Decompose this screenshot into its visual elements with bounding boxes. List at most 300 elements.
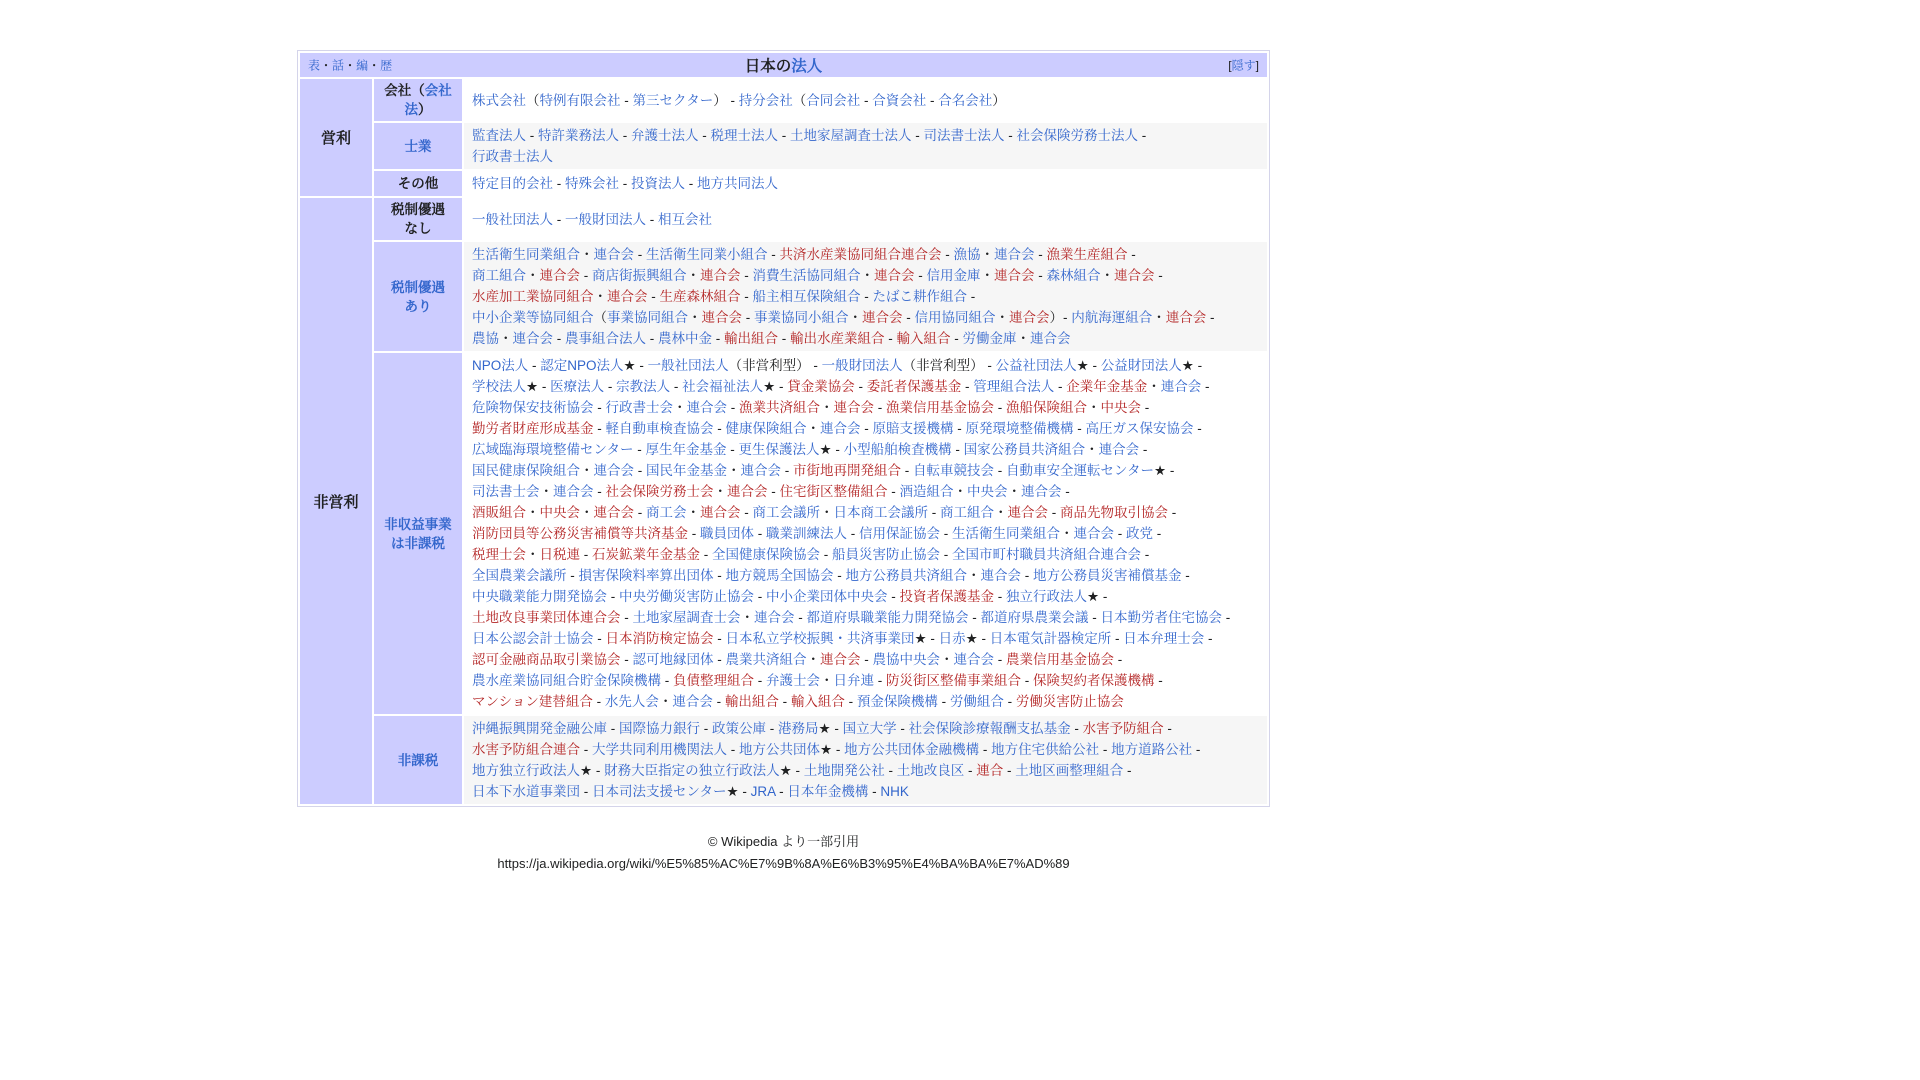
- wiki-link[interactable]: 一般社団法人: [647, 358, 729, 373]
- wiki-link[interactable]: 特例有限会社: [539, 92, 621, 108]
- hide-toggle[interactable]: [1228, 57, 1259, 74]
- wiki-link[interactable]: 広域臨海環境整備センター: [472, 442, 634, 457]
- plain-text: -: [1204, 631, 1213, 646]
- wiki-link[interactable]: 土地家屋調査士法人: [790, 128, 912, 143]
- row-content-cell: [464, 171, 1267, 196]
- plain-text: -: [713, 421, 726, 436]
- plain-text: -: [887, 484, 900, 499]
- wiki-link[interactable]: 独立行政法人: [1006, 589, 1087, 604]
- wiki-link[interactable]: 投資法人: [631, 176, 685, 191]
- wiki-link[interactable]: 健康保険組合: [725, 421, 807, 436]
- wiki-link[interactable]: 連合会: [593, 463, 634, 478]
- wiki-link[interactable]: 日本勤労者住宅協会: [1100, 610, 1222, 625]
- wiki-link[interactable]: 水先人会: [604, 694, 659, 709]
- wiki-link[interactable]: 国家公務員共済組合: [963, 442, 1086, 457]
- red-link[interactable]: 社会保険労務士会: [605, 484, 714, 499]
- wiki-link[interactable]: 日本年金機構: [787, 784, 869, 799]
- wiki-link[interactable]: 税理士法人: [710, 128, 778, 143]
- wiki-link[interactable]: 自転車競技会: [913, 463, 994, 478]
- wiki-link[interactable]: 生活衛生同業小組合: [646, 247, 768, 262]
- wiki-link[interactable]: 公益財団法人: [1100, 358, 1182, 373]
- wiki-link[interactable]: 土地家屋調査士会: [632, 610, 741, 625]
- wiki-link[interactable]: 都道府県職業能力開発協会: [806, 610, 969, 625]
- wiki-link[interactable]: 合名会社: [938, 92, 993, 108]
- red-link[interactable]: マンション建替組合: [472, 694, 593, 709]
- red-link[interactable]: 水害予防組合: [1082, 721, 1164, 736]
- plain-text: -: [713, 631, 726, 646]
- plain-text: -: [646, 211, 658, 227]
- plain-text: -: [647, 289, 660, 304]
- red-link[interactable]: 水害予防組合連合: [472, 742, 580, 757]
- wiki-link[interactable]: 軽自動車検査協会: [605, 421, 714, 436]
- red-link[interactable]: 貸金業協会: [787, 379, 855, 394]
- wiki-link[interactable]: 一般社団法人: [472, 211, 553, 227]
- red-link[interactable]: 連合会: [727, 484, 768, 499]
- wiki-link[interactable]: 国際協力銀行: [619, 721, 700, 736]
- red-link[interactable]: 委託者保護基金: [866, 379, 962, 394]
- wiki-link[interactable]: 合同会社: [806, 92, 861, 108]
- plain-text: -: [754, 526, 766, 541]
- plain-text: -: [979, 742, 992, 757]
- plain-text: -: [967, 289, 976, 304]
- wiki-link[interactable]: 社会保険労務士法人: [1016, 128, 1138, 143]
- wiki-link[interactable]: 船主相互保険組合: [752, 289, 861, 304]
- wiki-link[interactable]: 公益社団法人: [995, 358, 1077, 373]
- red-link[interactable]: 市街地再開発組合: [793, 463, 901, 478]
- wiki-link[interactable]: 土地区画整理組合: [1015, 763, 1124, 778]
- wiki-link[interactable]: 連合会: [1021, 484, 1062, 499]
- red-link[interactable]: 漁業共済組合: [739, 400, 820, 415]
- wiki-link[interactable]: 漁協: [953, 247, 981, 262]
- plain-text: -: [580, 784, 592, 799]
- plain-text: -: [593, 631, 606, 646]
- red-link[interactable]: 認可金融商品取引業協会: [472, 652, 621, 667]
- row-content-cell: [464, 123, 1267, 169]
- wiki-link[interactable]: 森林組合: [1046, 268, 1101, 283]
- plain-text: （: [526, 92, 540, 108]
- wiki-link[interactable]: 連合会: [672, 694, 713, 709]
- wiki-link[interactable]: 損害保険料率算出団体: [578, 568, 714, 583]
- red-link[interactable]: 住宅街区整備組合: [779, 484, 888, 499]
- wiki-link[interactable]: 特定目的会社: [472, 176, 553, 191]
- plain-text: ★ -: [965, 631, 990, 646]
- wiki-link[interactable]: 更生保護法人: [738, 442, 820, 457]
- red-link[interactable]: 輸出水産業組合: [790, 331, 885, 346]
- plain-text: ・: [580, 247, 594, 262]
- wiki-link[interactable]: 商店街振興組合: [592, 268, 687, 283]
- plain-text: -: [593, 421, 606, 436]
- red-link[interactable]: 土地改良事業団体連合会: [472, 610, 621, 625]
- wiki-link[interactable]: 連合会: [553, 484, 594, 499]
- navbox: [297, 50, 1270, 873]
- red-link[interactable]: 連合会: [874, 268, 915, 283]
- red-link[interactable]: 防災街区整備事業組合: [886, 673, 1021, 688]
- red-link[interactable]: 中央会: [1100, 400, 1141, 415]
- plain-text: -: [868, 784, 881, 799]
- wiki-link[interactable]: 全国健康保険協会: [712, 547, 820, 562]
- wiki-link[interactable]: NHK: [880, 784, 909, 799]
- wiki-link[interactable]: 労働金庫: [962, 331, 1017, 346]
- wiki-link[interactable]: 地方共同法人: [697, 176, 778, 191]
- wiki-link[interactable]: 一般財団法人: [821, 358, 903, 373]
- plain-text: ・: [686, 268, 700, 283]
- wiki-link[interactable]: 事業協同組合: [607, 310, 688, 325]
- navbox-table: [297, 50, 1270, 807]
- plain-text: -: [1034, 247, 1047, 262]
- wiki-link[interactable]: 中央労働災害防止協会: [619, 589, 754, 604]
- plain-text: -: [646, 331, 658, 346]
- plain-text: ・: [1087, 400, 1101, 415]
- red-link[interactable]: 企業年金基金: [1066, 379, 1148, 394]
- red-link[interactable]: 輸出組合: [724, 331, 778, 346]
- wiki-link[interactable]: 原発環境整備機構: [965, 421, 1074, 436]
- wiki-link[interactable]: 職員団体: [700, 526, 754, 541]
- plain-text: [: [1228, 58, 1232, 73]
- plain-text: -: [619, 176, 631, 191]
- wiki-link[interactable]: 中央会: [967, 484, 1008, 499]
- plain-text: -: [553, 331, 565, 346]
- plain-text: ・: [713, 484, 727, 499]
- wiki-link[interactable]: 農協: [472, 331, 499, 346]
- plain-text: -: [593, 400, 606, 415]
- plain-text: -: [740, 289, 753, 304]
- red-link[interactable]: 連合会: [833, 400, 874, 415]
- plain-text: -: [1138, 128, 1147, 143]
- plain-text: -: [968, 610, 981, 625]
- wiki-link[interactable]: 財務大臣指定の独立行政法人: [604, 763, 780, 778]
- wiki-link[interactable]: 厚生年金基金: [645, 442, 727, 457]
- wiki-link[interactable]: 地方道路公社: [1111, 742, 1193, 757]
- wiki-link[interactable]: 全国市町村職員共済組合連合会: [952, 547, 1141, 562]
- wiki-link[interactable]: 日本私立学校振興・共済事業団: [725, 631, 915, 646]
- wiki-link[interactable]: 原賠支援機構: [872, 421, 954, 436]
- wiki-link[interactable]: 商工会議所: [752, 505, 820, 520]
- plain-text: ）: [992, 92, 1006, 108]
- wiki-link[interactable]: 行政書士会: [605, 400, 673, 415]
- plain-text: -: [1088, 610, 1101, 625]
- wiki-link[interactable]: 連合会: [980, 568, 1021, 583]
- wiki-link[interactable]: 商工会: [646, 505, 687, 520]
- wiki-link[interactable]: 司法書士会: [472, 484, 540, 499]
- wiki-link[interactable]: 非収益事業: [384, 516, 452, 532]
- wiki-link[interactable]: 国民年金基金: [646, 463, 727, 478]
- wiki-link[interactable]: 日本弁理士会: [1123, 631, 1205, 646]
- red-link[interactable]: 連合会: [820, 652, 861, 667]
- wiki-link[interactable]: 農協中央会: [872, 652, 940, 667]
- wiki-link[interactable]: 危険物保安技術協会: [472, 400, 594, 415]
- red-link[interactable]: 連合会: [862, 310, 903, 325]
- wiki-link[interactable]: 地方住宅供給公社: [991, 742, 1100, 757]
- plain-text: ・: [539, 484, 553, 499]
- plain-text: -: [620, 652, 633, 667]
- wiki-link[interactable]: 学校法人: [472, 379, 526, 394]
- red-link[interactable]: 連合会: [1114, 268, 1155, 283]
- red-link[interactable]: 中央会: [539, 505, 580, 520]
- wiki-link[interactable]: 港務局: [778, 721, 819, 736]
- red-link[interactable]: 輸入組合: [896, 331, 951, 346]
- wiki-link[interactable]: 監査法人: [472, 128, 526, 143]
- plain-text: -: [1114, 526, 1126, 541]
- red-link[interactable]: 輸入組合: [790, 694, 845, 709]
- wiki-link[interactable]: 日本商工会議所: [833, 505, 928, 520]
- red-link[interactable]: 生産森林組合: [659, 289, 741, 304]
- wiki-link[interactable]: 宗教法人: [616, 379, 671, 394]
- wiki-link[interactable]: 地方公務員災害補償基金: [1033, 568, 1182, 583]
- wiki-link[interactable]: 特殊会社: [565, 176, 619, 191]
- wiki-link[interactable]: 沖縄振興開発金融公庫: [472, 721, 607, 736]
- wiki-link[interactable]: 国立大学: [842, 721, 897, 736]
- wiki-link[interactable]: 持分会社: [738, 92, 793, 108]
- plain-text: ・: [1007, 484, 1021, 499]
- wiki-link[interactable]: 歴: [380, 58, 393, 73]
- wiki-link[interactable]: 連合会: [754, 610, 795, 625]
- plain-text: ）-: [1049, 310, 1072, 325]
- wiki-link[interactable]: 内航海運組合: [1071, 310, 1153, 325]
- wiki-link[interactable]: 地方公共団体: [739, 742, 820, 757]
- wiki-link[interactable]: 日本公認会計士協会: [472, 631, 594, 646]
- wiki-link[interactable]: 相互会社: [658, 211, 712, 227]
- red-link[interactable]: 労働災害防止協会: [1015, 694, 1124, 709]
- red-link[interactable]: 輸出組合: [724, 694, 779, 709]
- plain-text: -: [553, 211, 565, 227]
- wiki-link[interactable]: 税制優遇: [391, 279, 445, 295]
- wiki-link[interactable]: 政策公庫: [712, 721, 766, 736]
- red-link[interactable]: 酒販組合: [472, 505, 526, 520]
- wiki-link[interactable]: 社会保険診療報酬支払基金: [908, 721, 1071, 736]
- navbox-title: [745, 58, 823, 75]
- wiki-link[interactable]: 連合会: [740, 463, 781, 478]
- plain-text: ★ -: [763, 379, 788, 394]
- red-link[interactable]: 日本消防検定協会: [605, 631, 714, 646]
- red-link[interactable]: 漁業生産組合: [1046, 247, 1128, 262]
- red-link[interactable]: 連合会: [1165, 310, 1207, 325]
- plain-text: -: [754, 589, 766, 604]
- plain-text: -: [860, 289, 873, 304]
- plain-text: -: [926, 92, 939, 108]
- plain-text: ★ -: [526, 379, 551, 394]
- wiki-link[interactable]: 管理組合法人: [973, 379, 1055, 394]
- wiki-link[interactable]: 職業訓練法人: [766, 526, 847, 541]
- red-link[interactable]: 連合会: [700, 505, 741, 520]
- wiki-link[interactable]: 日本司法支援センター: [592, 784, 727, 799]
- plain-text: -: [620, 92, 633, 108]
- plain-text: -: [950, 331, 963, 346]
- wiki-link[interactable]: 政党: [1126, 526, 1153, 541]
- red-link[interactable]: 商品先物取引協会: [1060, 505, 1168, 520]
- red-link[interactable]: 連合会: [539, 268, 580, 283]
- plain-text: ・: [1060, 526, 1074, 541]
- red-link[interactable]: 投資者保護基金: [899, 589, 994, 604]
- wiki-link[interactable]: 預金保険機構: [856, 694, 938, 709]
- wiki-link[interactable]: 特許業務法人: [538, 128, 619, 143]
- red-link[interactable]: 日税連: [539, 547, 580, 562]
- wiki-link[interactable]: 船員災害防止協会: [832, 547, 940, 562]
- plain-text: -: [526, 128, 538, 143]
- wiki-link[interactable]: 酒造組合: [899, 484, 954, 499]
- plain-text: -: [726, 442, 739, 457]
- wiki-link[interactable]: 地方公務員共済組合: [845, 568, 967, 583]
- wiki-link[interactable]: 大学共同利用機関法人: [592, 742, 727, 757]
- plain-text: -: [1154, 268, 1163, 283]
- plain-text: ・: [820, 673, 834, 688]
- plain-text: -: [1201, 379, 1210, 394]
- wiki-link[interactable]: 生活衛生同業組合: [952, 526, 1060, 541]
- wiki-link[interactable]: NPO法人: [472, 358, 529, 373]
- wiki-link[interactable]: 農林中金: [658, 331, 712, 346]
- red-link[interactable]: 連合会: [1007, 505, 1048, 520]
- wiki-link[interactable]: 合資会社: [872, 92, 927, 108]
- red-link[interactable]: 連合会: [700, 268, 741, 283]
- red-link[interactable]: 農業信用基金協会: [1006, 652, 1114, 667]
- plain-text: -: [712, 331, 724, 346]
- wiki-link[interactable]: 小型船舶検査機構: [843, 442, 952, 457]
- wiki-link[interactable]: 法人: [791, 58, 823, 75]
- wiki-link[interactable]: 農事組合法人: [565, 331, 646, 346]
- wiki-link[interactable]: 連合会: [820, 421, 861, 436]
- red-link[interactable]: 連合会: [701, 310, 742, 325]
- wiki-link[interactable]: 中小企業団体中央会: [766, 589, 888, 604]
- wiki-link[interactable]: 中央職業能力開発協会: [472, 589, 607, 604]
- wiki-link[interactable]: 連合会: [994, 247, 1035, 262]
- plain-text: ・: [658, 694, 673, 709]
- plain-text: ・: [320, 58, 333, 73]
- wiki-link[interactable]: 日本電気計器検定所: [989, 631, 1112, 646]
- red-link[interactable]: 連合会: [994, 268, 1035, 283]
- wiki-link[interactable]: 連合会: [1160, 379, 1202, 394]
- wiki-link[interactable]: 行政書士法人: [472, 149, 553, 164]
- wiki-link[interactable]: 労働組合: [949, 694, 1004, 709]
- red-link[interactable]: 連合会: [593, 505, 634, 520]
- red-link[interactable]: 連合会: [607, 289, 648, 304]
- wiki-link[interactable]: 連合会: [1098, 442, 1140, 457]
- wiki-link[interactable]: 連合会: [686, 400, 727, 415]
- wiki-link[interactable]: は非課税: [391, 535, 445, 551]
- plain-text: ・: [953, 484, 967, 499]
- red-link[interactable]: 税理士会: [472, 547, 526, 562]
- wiki-link[interactable]: 商工組合: [472, 268, 526, 283]
- plain-text: -: [1193, 421, 1202, 436]
- plain-text: -: [961, 379, 974, 394]
- plain-text: -: [740, 505, 753, 520]
- wiki-link[interactable]: 農水産業協同組合貯金保険機構: [472, 673, 661, 688]
- plain-text: -: [661, 673, 673, 688]
- plain-text: -: [1054, 379, 1067, 394]
- wiki-link[interactable]: 日弁連: [833, 673, 874, 688]
- wiki-link[interactable]: 株式会社: [472, 92, 526, 108]
- red-link[interactable]: 漁船保険組合: [1006, 400, 1087, 415]
- plain-text: ・: [526, 268, 540, 283]
- wiki-link[interactable]: 生活衛生同業組合: [472, 247, 580, 262]
- plain-text: ★ -: [1076, 358, 1101, 373]
- red-link[interactable]: 保険契約者保護機構: [1033, 673, 1155, 688]
- wiki-link[interactable]: 信用金庫: [926, 268, 981, 283]
- wiki-link[interactable]: 高圧ガス保安協会: [1085, 421, 1194, 436]
- wiki-link[interactable]: 隠す: [1231, 58, 1256, 73]
- plain-text: （: [593, 310, 607, 325]
- red-link[interactable]: 連合: [976, 763, 1004, 778]
- wiki-link[interactable]: 医療法人: [550, 379, 605, 394]
- plain-text: -: [553, 176, 565, 191]
- plain-text: -: [833, 568, 846, 583]
- wiki-link[interactable]: 消費生活協同組合: [752, 268, 861, 283]
- wiki-link[interactable]: たばこ耕作組合: [872, 289, 967, 304]
- wiki-link[interactable]: 話: [332, 58, 345, 73]
- wiki-link[interactable]: 社会福祉法人: [682, 379, 764, 394]
- wiki-link[interactable]: 弁護士会: [766, 673, 820, 688]
- wiki-link[interactable]: 認可地縁団体: [632, 652, 714, 667]
- wiki-link[interactable]: 連合会: [953, 652, 994, 667]
- wiki-link[interactable]: あり: [404, 298, 432, 314]
- wiki-link[interactable]: 編: [356, 58, 369, 73]
- wiki-link[interactable]: 士業: [404, 138, 432, 154]
- red-link[interactable]: 勤労者財産形成基金: [472, 421, 594, 436]
- plain-text: -: [1127, 247, 1136, 262]
- plain-text: ・: [593, 289, 607, 304]
- wiki-link[interactable]: 認定NPO法人: [540, 358, 624, 373]
- wiki-link[interactable]: 地方公共団体金融機構: [844, 742, 980, 757]
- wiki-link[interactable]: 連合会: [512, 331, 553, 346]
- red-link[interactable]: 共済水産業協同組合連合会: [779, 247, 942, 262]
- plain-text: -: [778, 128, 790, 143]
- red-link[interactable]: 負債整理組合: [673, 673, 754, 688]
- red-link[interactable]: 消防団員等公務災害補償等共済基金: [472, 526, 688, 541]
- red-link[interactable]: 石炭鉱業年金基金: [592, 547, 700, 562]
- wiki-link[interactable]: 日赤: [938, 631, 966, 646]
- wiki-link[interactable]: 会社法: [404, 83, 452, 117]
- wiki-link[interactable]: 日本下水道事業団: [472, 784, 580, 799]
- red-link[interactable]: 水産加工業協同組合: [472, 289, 594, 304]
- wiki-link[interactable]: 中小企業等協同組合: [472, 310, 594, 325]
- wiki-link[interactable]: 連合会: [1030, 331, 1071, 346]
- wiki-link[interactable]: 都道府県農業会議: [980, 610, 1089, 625]
- plain-text: -: [860, 92, 873, 108]
- subgroup-header-cell: [374, 716, 462, 804]
- wiki-link[interactable]: 農業共済組合: [725, 652, 807, 667]
- wiki-link[interactable]: 地方競馬全国協会: [725, 568, 834, 583]
- wiki-link[interactable]: 自動車安全運転センター: [1006, 463, 1154, 478]
- plain-text: ・: [1152, 310, 1166, 325]
- plain-text: -: [1222, 610, 1231, 625]
- wiki-link[interactable]: 非課税: [397, 752, 439, 768]
- wiki-link[interactable]: 地方独立行政法人: [472, 763, 580, 778]
- wiki-link[interactable]: 司法書士法人: [923, 128, 1005, 143]
- red-link[interactable]: 漁業信用基金協会: [886, 400, 994, 415]
- wiki-link[interactable]: 連合会: [593, 247, 634, 262]
- navbox-body: [300, 53, 1267, 804]
- plain-text: -: [1123, 763, 1132, 778]
- wiki-link[interactable]: 土地改良区: [896, 763, 965, 778]
- plain-text: -: [860, 421, 873, 436]
- wiki-link[interactable]: 弁護士法人: [631, 128, 699, 143]
- wiki-link[interactable]: JRA: [750, 784, 776, 799]
- plain-text: ・: [820, 505, 834, 520]
- wiki-link[interactable]: 国民健康保険組合: [472, 463, 580, 478]
- wiki-link[interactable]: 信用協同組合: [914, 310, 996, 325]
- wiki-link[interactable]: 全国農業会議所: [472, 568, 567, 583]
- wiki-link[interactable]: 商工組合: [940, 505, 994, 520]
- wiki-link[interactable]: 土地開発公社: [803, 763, 885, 778]
- wiki-link[interactable]: 第三セクター: [632, 92, 714, 108]
- wiki-link[interactable]: 一般財団法人: [565, 211, 646, 227]
- wiki-link[interactable]: 連合会: [1073, 526, 1114, 541]
- wiki-link[interactable]: 事業協同小組合: [754, 310, 849, 325]
- plain-text: ]: [1255, 58, 1259, 73]
- plain-text: -: [884, 331, 897, 346]
- wiki-link[interactable]: 信用保証協会: [859, 526, 940, 541]
- plain-text: ・: [1085, 442, 1099, 457]
- red-link[interactable]: 連合会: [1009, 310, 1050, 325]
- wiki-link[interactable]: 表: [308, 58, 321, 73]
